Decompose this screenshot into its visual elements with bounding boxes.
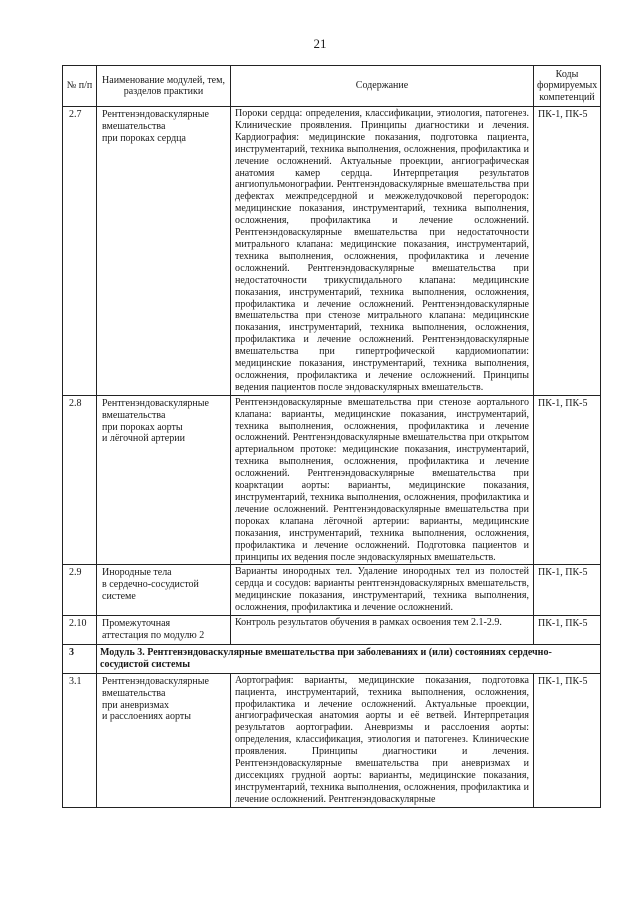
table-row bbox=[63, 673, 601, 807]
row-content: Аортография: варианты, медицинские показания, подготовка пациента, инструментарий, техника выполнения, осложнения, профилактика и лечение осложнений. Актуальные проекции, ангиографическая анатомия аорты и её ветвей. Интерпретация результатов аортографии. Аневризмы и расслоения аорты: определения, классификация, этиология и патогенез. Клинические проявления. Принципы диагностики и лечения. Рентгенэндоваскулярные вмешательства при аневризмах и диссекциях грудной аорты: варианты, медицинские показания, инструментарий, техника выполнения, осложнения, профилактика и лечение осложнений. Рентгенэндоваскулярные bbox=[231, 673, 534, 807]
row-content: Рентгенэндоваскулярные вмешательства при стенозе аортального клапана: варианты, медицинские показания, инструментарий, техника выполнения, осложнения, профилактика и лечение осложнений. Рентгенэндоваскулярные вмешательства при открытом артериальном протоке: медицинские показания, инструментарий, техника выполнения, осложнения, профилактика и лечение осложнений. Рентгенэндоваскулярные вмешательства при коарктации аорты: варианты, медицинские показания, инструментарий, техника выполнения, осложнения, профилактика и лечение осложнений. Рентгенэндоваскулярные вмешательства при пороках клапана лёгочной артерии: варианты, медицинские показания, инструментарий, техника выполнения, осложнения, профилактика и лечение осложнений. Подготовка пациентов и принципы их ведения после эндоваскулярных вмешательств. bbox=[231, 395, 534, 565]
table-row bbox=[63, 616, 601, 645]
practice-program-table bbox=[62, 65, 601, 808]
row-name-line: Промежуточная bbox=[102, 618, 171, 630]
row-codes: ПК-1, ПК-5 bbox=[534, 616, 601, 645]
row-name bbox=[97, 395, 231, 565]
module-title: Модуль 3. Рентгенэндоваскулярные вмешательства при заболеваниях и (или) состояниях сердечно-сосудистой системы bbox=[97, 644, 601, 673]
row-num: 2.7 bbox=[63, 107, 97, 396]
row-name bbox=[97, 107, 231, 396]
row-name-line: в сердечно-сосудистой bbox=[102, 579, 199, 591]
header-content: Содержание bbox=[231, 66, 534, 107]
row-name-line: при пороках аорты bbox=[102, 421, 183, 433]
row-name bbox=[97, 565, 231, 616]
row-name-line: Рентгенэндоваскулярные bbox=[102, 397, 209, 409]
row-name bbox=[97, 616, 231, 645]
table-row bbox=[63, 107, 601, 396]
row-num: 2.8 bbox=[63, 395, 97, 565]
row-codes: ПК-1, ПК-5 bbox=[534, 673, 601, 807]
row-codes: ПК-1, ПК-5 bbox=[534, 395, 601, 565]
row-num: 2.9 bbox=[63, 565, 97, 616]
row-num: 3.1 bbox=[63, 673, 97, 807]
row-name-line: Рентгенэндоваскулярные bbox=[102, 675, 209, 687]
header-num: № п/п bbox=[63, 66, 97, 107]
row-name-line: и расслоениях аорты bbox=[102, 711, 191, 723]
module-num: 3 bbox=[63, 644, 97, 673]
table-header-row bbox=[63, 66, 601, 107]
row-content: Контроль результатов обучения в рамках освоения тем 2.1-2.9. bbox=[231, 616, 534, 645]
row-name-line: и лёгочной артерии bbox=[102, 433, 185, 445]
row-name bbox=[97, 673, 231, 807]
row-codes: ПК-1, ПК-5 bbox=[534, 565, 601, 616]
row-name-line: при аневризмах bbox=[102, 699, 170, 711]
row-name-line: системе bbox=[102, 591, 136, 603]
row-name-line: Рентгенэндоваскулярные bbox=[102, 109, 209, 120]
table-row bbox=[63, 565, 601, 616]
row-content: Пороки сердца: определения, классификации, этиология, патогенез. Клинические проявления. Принципы диагностики и лечения. Кардиография: медицинские показания, подготовка пациента, инструментарий, техника выполнения, осложнения, профилактика и лечение осложнений. Актуальные проекции, ангиографическая анатомия камер сердца. Интерпретация результатов ангиопульмонографии. Рентгенэндоваскулярные вмешательства при дефектах межпредсердной и межжелудочковой перегородок: медицинские показания, инструментарий, техника выполнения, осложнения, профилактика и лечение осложнений. Рентгенэндоваскулярные вмешательства при недостаточности митрального клапана: медицинские показания, инструментарий, техника выполнения, осложнения, профилактика и лечение осложнений. Рентгенэндоваскулярные вмешательства при недостаточности трикуспидального клапана: медицинские показания, инструментарий, техника выполнения, осложнения, профилактика и лечение осложнений. Рентгенэндоваскулярные вмешательства при стенозе митрального клапана: медицинские показания, инструментарий, техника выполнения, осложнения, профилактика и лечение осложнений. Рентгенэндоваскулярные вмешательства при гипертрофической кардиомиопатии: медицинские показания, инструментарий, техника выполнения, осложнения, профилактика и лечение осложнений. Принципы ведения пациентов после эндоваскулярных вмешательств. bbox=[231, 107, 534, 396]
header-name: Наименование модулей, тем, разделов практики bbox=[97, 66, 231, 107]
table-row bbox=[63, 395, 601, 565]
page-number: 21 bbox=[313, 36, 327, 51]
row-name-line: вмешательства bbox=[102, 409, 166, 421]
row-name-line: при пороках сердца bbox=[102, 132, 186, 144]
row-num: 2.10 bbox=[63, 616, 97, 645]
row-content: Варианты инородных тел. Удаление инородных тел из полостей сердца и сосудов: варианты рентгенэндоваскулярных вмешательств, медицинские показания, инструментарий, техника выполнения, осложнения, профилактика и лечение осложнений. bbox=[231, 565, 534, 616]
row-codes: ПК-1, ПК-5 bbox=[534, 107, 601, 396]
header-codes: Коды формируемых компетенций bbox=[534, 66, 601, 107]
row-name-line: вмешательства bbox=[102, 687, 166, 699]
module-row bbox=[63, 644, 601, 673]
row-name-line: аттестация по модулю 2 bbox=[102, 629, 205, 641]
row-name-line: вмешательства bbox=[102, 120, 166, 132]
row-name-line: Инородные тела bbox=[102, 567, 172, 579]
